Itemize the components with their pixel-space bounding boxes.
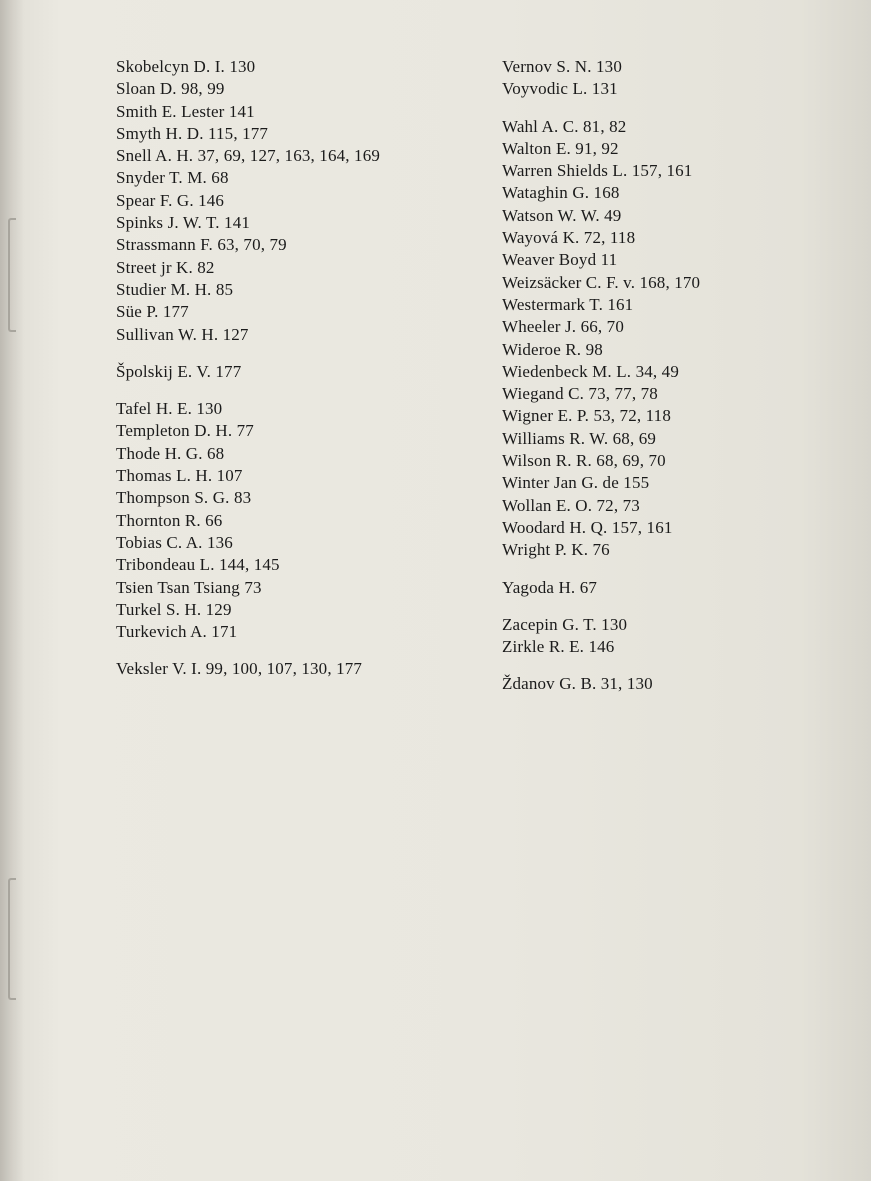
page-spine-shadow [0, 0, 24, 1181]
index-entry: Weaver Boyd 11 [502, 250, 618, 270]
index-entry: Weizsäcker C. F. v. 168, 170 [502, 272, 701, 292]
index-entry: Thode H. G. 68 [116, 443, 225, 463]
index-entry: Wideroe R. 98 [502, 339, 603, 359]
index-entry: Wilson R. R. 68, 69, 70 [502, 451, 666, 471]
index-entry: Špolskij E. V. 177 [116, 361, 242, 381]
index-entry: Spinks J. W. T. 141 [116, 213, 251, 233]
index-entry: Wollan E. O. 72, 73 [502, 495, 640, 515]
index-entry: Vernov S. N. 130 [502, 57, 622, 76]
index-entry: Turkevich A. 171 [116, 622, 238, 642]
index-entry: Voyvodic L. 131 [502, 79, 618, 99]
index-entry: Snyder T. M. 68 [116, 168, 229, 188]
index-entry: Ždanov G. B. 31, 130 [502, 674, 653, 694]
index-entry: Thomas L. H. 107 [116, 466, 243, 486]
index-entry: Skobelcyn D. I. 130 [116, 57, 256, 76]
group-spacer [116, 383, 486, 398]
index-entry: Yagoda H. 67 [502, 577, 597, 597]
index-entry: Studier M. H. 85 [116, 279, 234, 299]
index-entry: Thompson S. G. 83 [116, 488, 252, 508]
index-entry: Wiegand C. 73, 77, 78 [502, 384, 658, 404]
group-spacer [502, 599, 862, 614]
index-entry: Wright P. K. 76 [502, 540, 610, 560]
index-entry: Winter Jan G. de 155 [502, 473, 650, 493]
index-entry: Zirkle R. E. 146 [502, 637, 615, 657]
binding-stitch [8, 218, 16, 332]
index-entry: Walton E. 91, 92 [502, 138, 619, 158]
index-entry: Wheeler J. 66, 70 [502, 317, 624, 337]
index-entry: Wigner E. P. 53, 72, 118 [502, 406, 671, 426]
index-entry: Wiedenbeck M. L. 34, 49 [502, 361, 679, 381]
index-entry: Sloan D. 98, 99 [116, 79, 225, 99]
index-entry: Westermark T. 161 [502, 294, 634, 314]
index-entry: Smith E. Lester 141 [116, 101, 255, 121]
index-entry: Spear F. G. 146 [116, 190, 225, 210]
index-entry: Turkel S. H. 129 [116, 599, 232, 619]
index-column-right [502, 56, 862, 696]
index-entry: Wataghin G. 168 [502, 183, 620, 203]
index-entry: Smyth H. D. 115, 177 [116, 123, 269, 143]
index-entry: Zacepin G. T. 130 [502, 614, 628, 634]
index-entry: Tobias C. A. 136 [116, 532, 233, 552]
group-spacer [502, 658, 862, 673]
index-entry: Veksler V. I. 99, 100, 107, 130, 177 [116, 659, 363, 679]
index-entry: Street jr K. 82 [116, 257, 215, 277]
index-entry: Tafel H. E. 130 [116, 399, 223, 419]
index-entry: Strassmann F. 63, 70, 79 [116, 235, 287, 255]
group-spacer [116, 643, 486, 658]
group-spacer [502, 101, 862, 116]
index-entry: Snell A. H. 37, 69, 127, 163, 164, 169 [116, 146, 381, 166]
index-entry: Wahl A. C. 81, 82 [502, 116, 627, 136]
index-entry: Tsien Tsan Tsiang 73 [116, 577, 262, 597]
index-entry: Watson W. W. 49 [502, 205, 622, 225]
group-spacer [116, 346, 486, 361]
index-entry: Thornton R. 66 [116, 510, 223, 530]
index-entry: Tribondeau L. 144, 145 [116, 555, 280, 575]
index-entry: Süe P. 177 [116, 302, 189, 322]
group-spacer [502, 562, 862, 577]
index-column-left [116, 56, 486, 681]
index-entry: Wayová K. 72, 118 [502, 228, 636, 248]
index-entry: Templeton D. H. 77 [116, 421, 254, 441]
index-entry: Woodard H. Q. 157, 161 [502, 517, 673, 537]
index-entry: Sullivan W. H. 127 [116, 324, 249, 344]
index-entry: Williams R. W. 68, 69 [502, 428, 657, 448]
binding-stitch [8, 878, 16, 1000]
index-entry: Warren Shields L. 157, 161 [502, 161, 693, 181]
